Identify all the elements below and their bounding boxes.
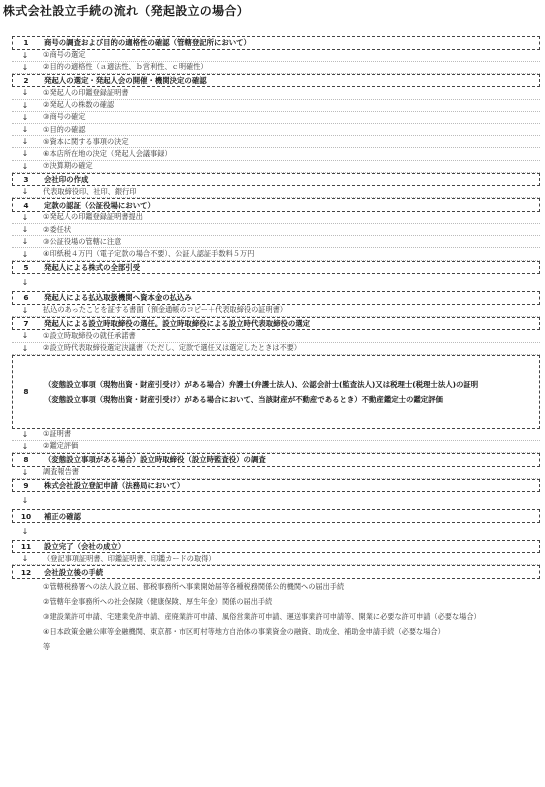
sub-item-text: ①商号の選定	[43, 50, 86, 60]
sub-item	[12, 212, 540, 224]
sub-item	[12, 330, 540, 342]
step-box	[12, 453, 540, 467]
down-arrow-icon: ↓	[21, 526, 29, 536]
sub-item-text: 払込のあったことを証する書面（預金通帳のコピー＋代表取締役の証明書）	[43, 305, 288, 315]
step-number: 10	[20, 511, 32, 521]
step-number: 7	[23, 319, 29, 329]
down-arrow-icon: ↓	[21, 100, 29, 110]
sub-item-text: ①設立時取締役の就任承諾書	[43, 330, 136, 340]
sub-item	[12, 624, 540, 639]
step-label: 会社設立後の手続	[44, 567, 104, 577]
arrow-gap	[12, 523, 540, 540]
step-number: 2	[23, 76, 29, 86]
step-number: 12	[20, 567, 32, 577]
step-label: 株式会社設立登記申請（法務局において）	[44, 481, 185, 490]
down-arrow-icon: ↓	[21, 88, 29, 98]
sub-item	[12, 594, 540, 609]
sub-item-text: ②発起人の株数の確認	[43, 100, 115, 110]
step-box	[12, 36, 540, 50]
sub-item-text: 等	[43, 641, 51, 651]
step-box	[12, 198, 540, 212]
sub-item	[12, 467, 540, 479]
page-title: 株式会社設立手続の流れ（発起設立の場合）	[3, 4, 250, 18]
down-arrow-icon: ↓	[21, 62, 29, 72]
sub-item	[12, 124, 540, 136]
sub-item-text: ⑥本店所在地の決定（発起人会議事録）	[43, 148, 172, 158]
sub-item-text: ②委任状	[43, 224, 72, 234]
sub-item-text: ③商号の確定	[43, 112, 86, 122]
sub-item-text: ④日本政策金融公庫等金融機関、東京都・市区町村等地方自治体の事業資金の融資、助成金、補助金申請手続（必要な場合）	[43, 626, 445, 636]
step-number: 8	[23, 387, 29, 397]
step-box	[12, 540, 540, 554]
sub-item-text: ①管轄税務署への法人設立届、都税事務所へ事業開始届等各種税務関係公的機関への届出手続	[43, 581, 345, 591]
down-arrow-icon: ↓	[21, 305, 29, 315]
down-arrow-icon: ↓	[21, 441, 29, 451]
sub-item-text: ②鑑定評価	[43, 441, 79, 451]
sub-item-text: ②設立時代表取締役選定決議書（ただし、定款で選任又は選定したときは不要）	[43, 343, 302, 353]
down-arrow-icon: ↓	[21, 496, 29, 506]
sub-item	[12, 50, 540, 62]
sub-item	[12, 148, 540, 160]
sub-item-text: ①証明書	[43, 429, 72, 439]
sub-item	[12, 161, 540, 173]
sub-item	[12, 248, 540, 260]
step-label: 商号の調査および目的の適格性の確認（管轄登記所において）	[44, 38, 251, 48]
step-box	[12, 261, 540, 275]
down-arrow-icon: ↓	[21, 554, 29, 564]
sub-item	[12, 87, 540, 99]
sub-item	[12, 343, 540, 355]
sub-item-text: ②管轄年金事務所への社会保険（健康保険、厚生年金）関係の届出手続	[43, 596, 273, 606]
sub-item	[12, 429, 540, 441]
step-label: 会社印の作成	[44, 174, 89, 184]
step-label: 発起人の選定・発起人会の開催・機関決定の確認	[44, 76, 207, 86]
sub-item	[12, 553, 540, 565]
flow-list	[12, 36, 540, 654]
step-box	[12, 291, 540, 305]
sub-item	[12, 62, 540, 74]
sub-item-text: ①目的の確認	[43, 124, 86, 134]
sub-item	[12, 236, 540, 248]
step-label: 補正の確認	[44, 511, 81, 521]
down-arrow-icon: ↓	[21, 50, 29, 60]
step-number: 11	[20, 542, 32, 551]
down-arrow-icon: ↓	[21, 161, 29, 171]
step-label: 発起人による設立時取締役の選任。設立時取締役による設立時代表取締役の選定	[44, 319, 311, 329]
step-label: 定款の認証（公証役場において）	[44, 200, 155, 210]
down-arrow-icon: ↓	[21, 137, 29, 147]
step-number: 5	[23, 262, 29, 272]
arrow-gap	[12, 492, 540, 509]
sub-item-text: ③建設業許可申請、宅建業免許申請、産廃業許可申請、風俗営業許可申請、運送事業許可申請等、開業に必要な許可申請（必要な場合）	[43, 611, 481, 621]
sub-item	[12, 441, 540, 453]
step-number: 9	[23, 481, 29, 490]
sub-item-text: 代表取締役印、社印、銀行印	[43, 186, 137, 196]
sub-item	[12, 639, 540, 654]
sub-item	[12, 100, 540, 112]
down-arrow-icon: ↓	[21, 343, 29, 353]
down-arrow-icon: ↓	[21, 212, 29, 222]
step-number: 4	[23, 200, 29, 210]
sub-item-text: （登記事項証明書、印鑑証明書、印鑑カードの取得）	[43, 553, 216, 563]
sub-item	[12, 579, 540, 594]
step-number: 6	[23, 293, 29, 303]
step-number: 3	[23, 174, 29, 184]
step-number: 1	[23, 38, 29, 48]
down-arrow-icon: ↓	[21, 125, 29, 135]
step-box	[12, 173, 540, 187]
down-arrow-icon: ↓	[21, 467, 29, 477]
down-arrow-icon: ↓	[21, 237, 29, 247]
step-box	[12, 74, 540, 88]
down-arrow-icon: ↓	[21, 187, 29, 197]
sub-item-text: ③公証役場の管轄に注意	[43, 236, 122, 246]
step-box	[12, 479, 540, 493]
step-number: 8	[23, 455, 29, 465]
step-box	[12, 565, 540, 579]
down-arrow-icon: ↓	[21, 149, 29, 159]
sub-item	[12, 224, 540, 236]
sub-item-text: ①発起人の印鑑登録証明書	[43, 87, 129, 97]
step-label: 発起人による払込取扱機関へ資本金の払込み	[44, 293, 192, 303]
down-arrow-icon: ↓	[21, 278, 29, 288]
down-arrow-icon: ↓	[21, 225, 29, 235]
step-label: 設立完了（会社の成立）	[44, 542, 126, 551]
step-label: 発起人による株式の全部引受	[44, 262, 141, 272]
sub-item-text: 調査報告書	[43, 467, 79, 477]
step-box	[12, 355, 540, 429]
sub-item-text: ④印紙税４万円（電子定款の場合不要）、公証人認証手数料５万円	[43, 249, 255, 259]
sub-item-text: ⑤資本に関する事項の決定	[43, 136, 129, 146]
arrow-gap	[12, 274, 540, 291]
sub-item-text: ⑦決算期の確定	[43, 161, 93, 171]
down-arrow-icon: ↓	[21, 331, 29, 341]
step-box	[12, 317, 540, 331]
sub-item	[12, 609, 540, 624]
down-arrow-icon: ↓	[21, 112, 29, 122]
sub-item	[12, 186, 540, 198]
sub-item	[12, 136, 540, 148]
down-arrow-icon: ↓	[21, 249, 29, 259]
step-label: （変態設立事項がある場合）設立時取締役（設立時監査役）の調査	[44, 455, 266, 465]
step-label: （変態設立事項（現物出資・財産引受け）がある場合）弁護士(弁護士法人)、公認会計士(監査法人)又は税理士(税理士法人)の証明 （変態設立事項（現物出資・財産引受け）がある場合において、当該財産が不動産であるとき）不動産鑑定士の鑑定評価	[44, 379, 479, 404]
down-arrow-icon: ↓	[21, 429, 29, 439]
step-box	[12, 509, 540, 523]
sub-item-text: ②目的の適格性（ａ適法性、ｂ営利性、ｃ明確性）	[43, 62, 208, 72]
sub-item	[12, 112, 540, 124]
sub-item-text: ①発起人の印鑑登録証明書提出	[43, 212, 143, 222]
sub-item	[12, 305, 540, 317]
